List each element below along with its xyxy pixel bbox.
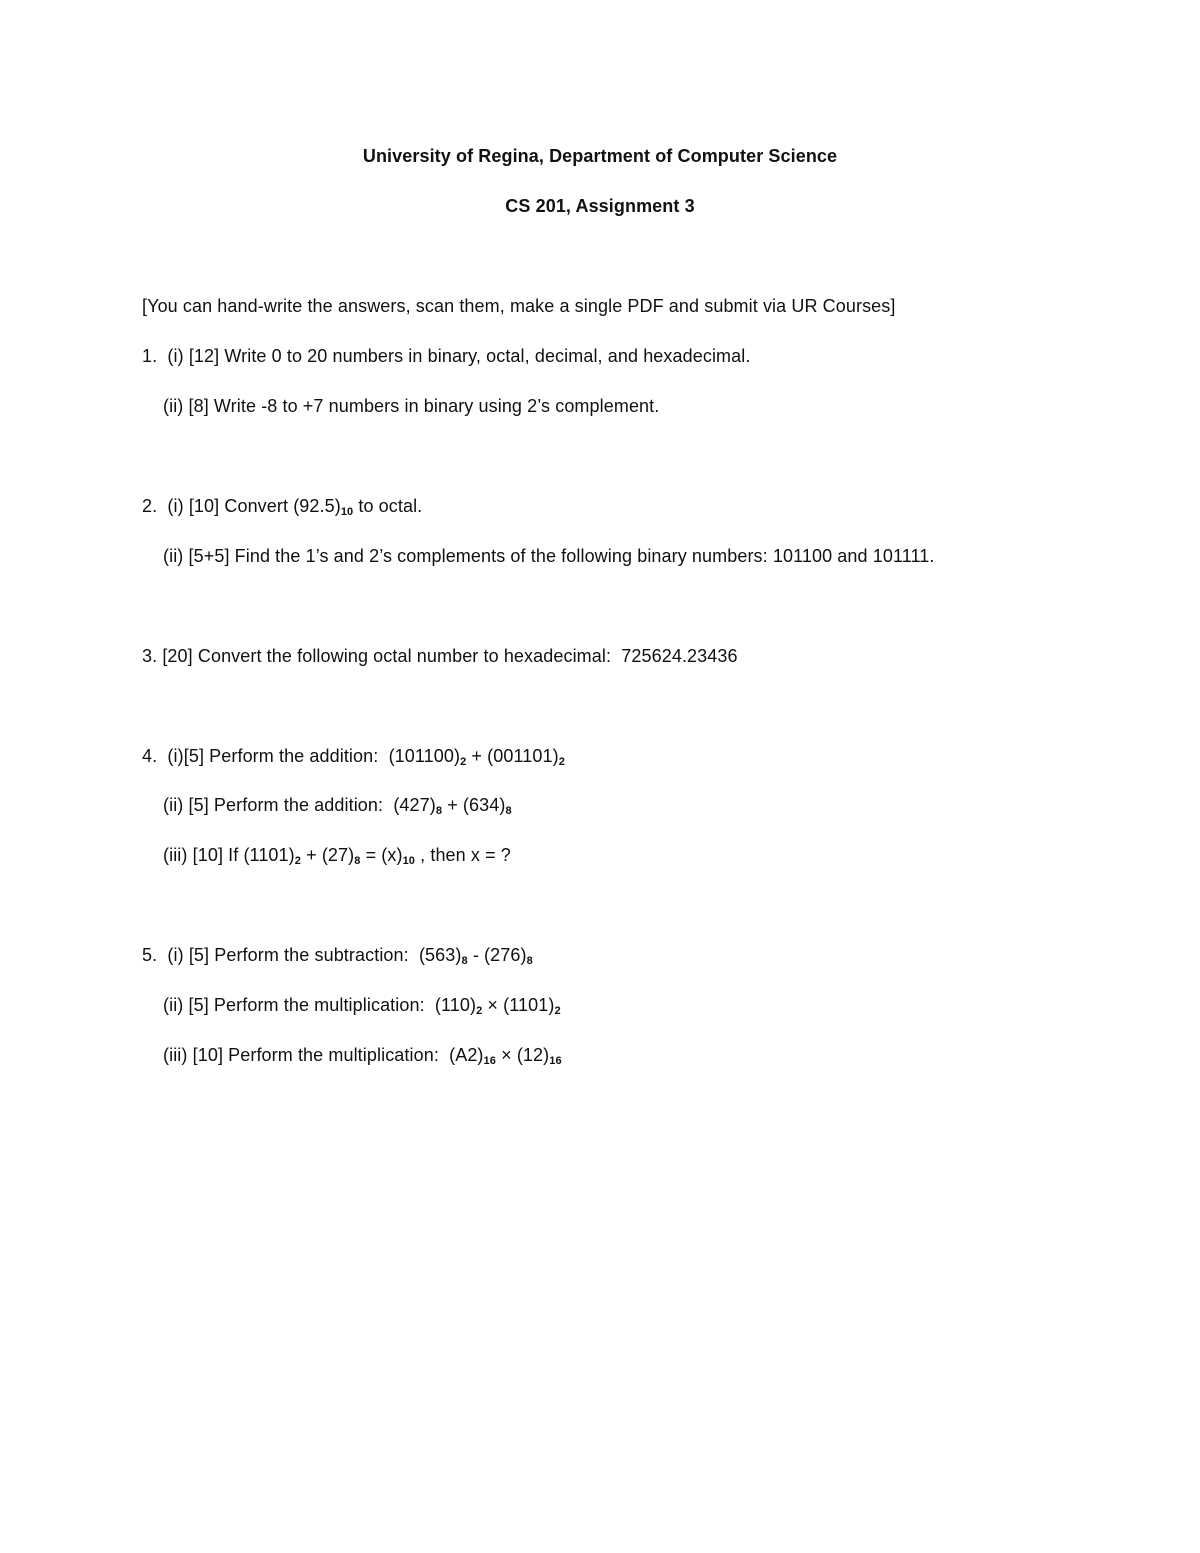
question-text: to octal. [353,496,423,516]
base-subscript: 10 [402,855,416,867]
marks: 5 [188,746,199,766]
part-label: (ii) [163,995,184,1015]
part-label: (i) [167,346,184,366]
question-number: 1. [142,346,158,366]
question-2-i: 2. (i) [10] Convert $(92.5)_{10}$ to octal. [142,496,423,518]
operand-b: (12) [516,1045,550,1065]
question-number: 4. [142,746,158,766]
operand-a: (101100) [388,746,461,766]
base-subscript: 8 [435,805,443,817]
marks: 5+5 [193,546,225,566]
question-4-i: 4. (i)[5] Perform the addition: $(101100)_2 + (001101)_2$ [142,746,565,768]
course-heading: CS 201, Assignment 3 [505,196,695,216]
question-1-i: 1. (i) [12] Write 0 to 20 numbers in binary, octal, decimal, and hexadecimal. [142,346,751,366]
marks: 5 [193,945,205,965]
question-5-i: 5. (i) [5] Perform the subtraction: $(563)_8 - (276)_8$ [142,945,533,967]
question-number: 5. [142,945,158,965]
operand-a: (563) [418,945,462,965]
part-label: (iii) [163,845,188,865]
part-label: (iii) [163,1045,188,1065]
base-subscript: 10 [340,506,354,518]
question-text: Perform the multiplication: [228,1045,439,1065]
marks: 10 [197,1045,218,1065]
marks: 10 [193,496,215,516]
question-number: 3. [142,646,158,666]
base-subscript: 8 [354,855,361,867]
number-value: (92.5) [293,496,341,516]
base-subscript: 2 [460,756,467,768]
part-label: (i) [167,496,184,516]
marks: 8 [193,396,204,416]
question-3: 3. [20] Convert the following octal number to hexadecimal: 725624.23436 [142,646,738,666]
operand-b: (634) [462,795,506,815]
question-text: , then x = ? [420,845,511,865]
base-subscript: 16 [549,1055,562,1067]
question-text: Find the 1’s and 2’s complements of the following binary numbers: 101100 and 101111. [234,546,935,566]
operator: × [501,1045,512,1065]
part-label: (ii) [163,546,184,566]
base-subscript: 16 [483,1055,496,1067]
question-text: Perform the addition: [213,795,384,815]
base-subscript: 2 [558,756,565,768]
instructions: [You can hand-write the answers, scan them, make a single PDF and submit via UR Courses] [142,296,896,316]
question-text: Perform the addition: [209,746,379,766]
operand-c: (x) [381,845,403,865]
operand-a: (1101) [243,845,295,865]
university-heading: University of Regina, Department of Computer Science [362,146,838,166]
question-number: 2. [142,496,158,516]
instructions-text: You can hand-write the answers, scan them, make a single PDF and submit via UR Courses [147,296,891,316]
question-text: Write -8 to +7 numbers in binary using 2’s complement. [213,396,660,416]
part-label: (ii) [163,396,184,416]
octal-value: 725624.23436 [621,646,738,666]
base-subscript: 8 [505,805,512,817]
marks: 10 [197,845,218,865]
operator: + [447,795,458,815]
question-4-iii: (iii) [10] If $(1101)_2 + (27)_8 = (x)_{10}$ , then x = ? [163,845,511,867]
question-2-ii: (ii) [5+5] Find the 1’s and 2’s complements of the following binary numbers: 101100 and 101111. [163,546,935,566]
question-4-ii: (ii) [5] Perform the addition: $(427)_8 + (634)_8$ [163,795,512,817]
operator: + [471,746,483,766]
marks: 5 [193,795,204,815]
marks: 5 [193,995,204,1015]
question-5-ii: (ii) [5] Perform the multiplication: $(110)_2 \times (1101)_2$ [163,995,561,1017]
marks: 20 [167,646,188,666]
operand-b: (1101) [503,995,555,1015]
base-subscript: 2 [476,1005,483,1017]
operand-a: (110) [434,995,477,1015]
question-text: If [228,845,239,865]
question-text: Perform the multiplication: [213,995,425,1015]
question-5-iii: (iii) [10] Perform the multiplication: $(A2)_{16} \times (12)_{16}$ [163,1045,562,1067]
operator: × [487,995,499,1015]
base-subscript: 8 [526,955,533,967]
operator: - [472,945,479,965]
operand-a: (A2) [449,1045,484,1065]
question-text: Perform the subtraction: [214,945,409,965]
question-1-ii: (ii) [8] Write -8 to +7 numbers in binary using 2’s complement. [163,396,660,416]
equals: = [365,845,377,865]
base-subscript: 8 [461,955,468,967]
operand-b: (27) [321,845,355,865]
operand-b: (276) [484,945,527,965]
question-text: Convert the following octal number to hexadecimal: [197,646,612,666]
part-label: (i) [167,746,184,766]
operator: + [306,845,317,865]
operand-b: (001101) [487,746,559,766]
part-label: (i) [167,945,184,965]
marks: 12 [193,346,215,366]
question-text: Write 0 to 20 numbers in binary, octal, decimal, and hexadecimal. [224,346,751,366]
base-subscript: 2 [294,855,301,867]
part-label: (ii) [163,795,184,815]
question-text: Convert [224,496,294,516]
operand-a: (427) [393,795,436,815]
base-subscript: 2 [554,1005,561,1017]
